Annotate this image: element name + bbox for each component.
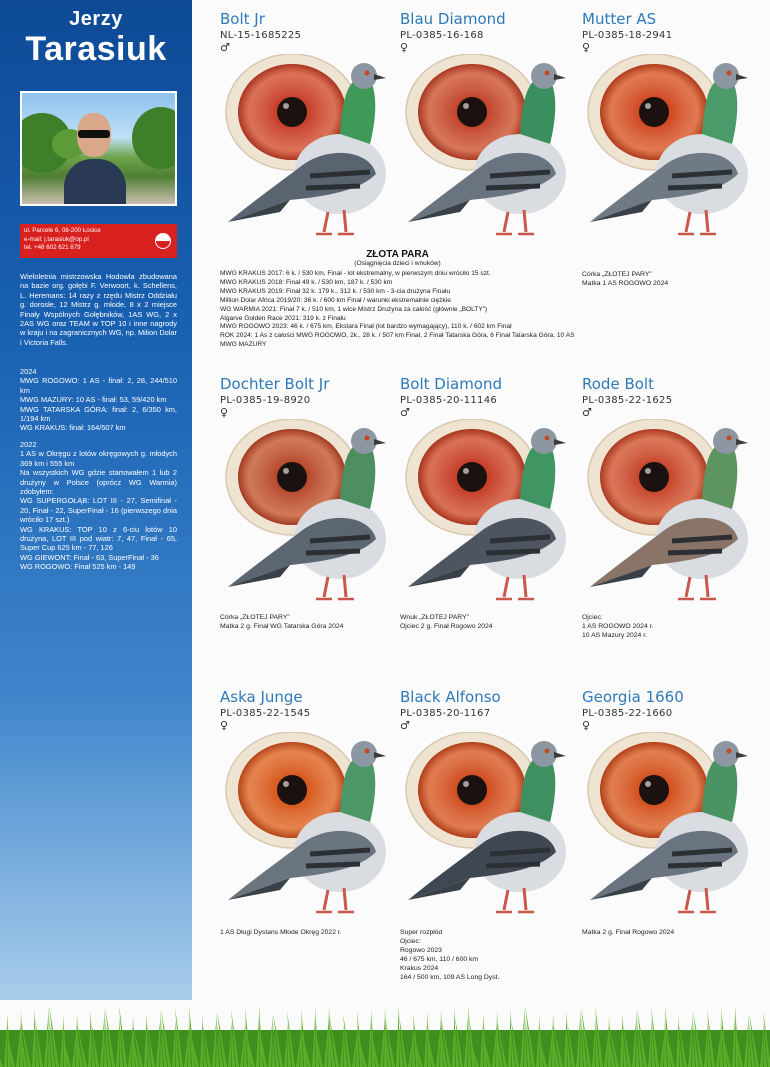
sex-symbol-icon: ♀ <box>582 41 591 54</box>
sex-symbol-icon: ♀ <box>582 719 591 732</box>
pigeon-photo <box>220 54 402 246</box>
pigeon-card <box>220 688 402 988</box>
pigeon-ring-number: PL-0385-20-11146 <box>400 395 498 406</box>
pigeon-photo <box>400 419 582 611</box>
breeder-first-name: Jerzy <box>69 8 123 30</box>
pigeon-name: Dochter Bolt Jr <box>220 375 330 393</box>
breeder-last-name: Tarasiuk <box>25 30 167 68</box>
golden-pair-line: MWG ROGOWO 2023: 46 k. / 675 km, Ekstara Finał (lot bardzo wymagający), 110 k. / 602 km Finał <box>220 323 512 331</box>
golden-pair-line: MWG KRAKUS 2017: 6 k. / 530 km, Finał - lot ekstremalny, w pierwszym dniu wróciło 15 szt. <box>220 270 491 277</box>
pigeon-ring-number: PL-0385-22-1625 <box>582 395 673 406</box>
result-line: MWG MAZURY: 10 AS - finał: 53, 59/420 km <box>20 395 167 405</box>
golden-pair-line: Algarve Golden Race 2021: 319 k. z Finału <box>220 314 346 322</box>
pigeon-card <box>220 375 402 645</box>
contact-box <box>20 224 177 258</box>
result-line: Na wszystkich WG gdzie startowałem 1 lub 2 drużyny w Polsce (oprócz WG Warmia) zdobyłem: <box>20 468 177 497</box>
pigeon-card <box>582 10 764 287</box>
golden-pair-subtitle: (Osiągnięcia dzieci i wnuków) <box>354 260 441 267</box>
golden-pair-results <box>220 270 580 350</box>
sex-symbol-icon: ♂ <box>400 719 410 732</box>
result-line: WG SUPERGOŁĄB: LOT III - 27, Semifinał - 20, Finał - 22, SuperFinał - 16 (pierwszego dnia wróciło 17 szt.) <box>20 496 177 525</box>
pigeon-card <box>400 688 582 988</box>
year-2022: 2022 <box>20 440 37 449</box>
pigeon-name: Blau Diamond <box>400 10 506 28</box>
pigeon-ring-number: PL-0385-22-1660 <box>582 708 673 719</box>
email[interactable]: e-mail: j.tarasiuk@op.pl <box>24 235 89 243</box>
sunglasses <box>78 130 110 138</box>
breeder-photo <box>20 91 177 206</box>
pigeon-name: Georgia 1660 <box>582 688 684 706</box>
pigeon-name: Mutter AS <box>582 10 657 28</box>
pigeon-note: 1 AS Długi Dystans Młode Okręg 2022 r. <box>220 929 342 936</box>
pigeon-note: Wnuk „ZŁOTEJ PARY” Ojciec 2 g. Finał Rogowo 2024 <box>400 614 493 630</box>
pigeon-ring-number: PL-0385-19-8920 <box>220 395 311 406</box>
sex-symbol-icon: ♂ <box>220 41 230 54</box>
pigeon-photo <box>220 732 402 924</box>
address: ul. Parcele 6, 08-200 Łosice <box>24 227 101 234</box>
pigeon-photo <box>582 54 764 246</box>
golden-pair-title: ZŁOTA PARA <box>366 249 429 260</box>
pigeon-name: Rode Bolt <box>582 375 654 393</box>
pigeon-name: Aska Junge <box>220 688 303 706</box>
result-line: MWG TATARSKA GÓRA: finał: 2, 6/350 km, 1/194 km <box>20 404 177 424</box>
golden-pair-line: MWG KRAKUS 2019: Finał 32 k. 179 k., 312 k. / 530 km - 3-cia drużyna Finału <box>220 287 451 295</box>
pigeon-ring-number: PL-0385-22-1545 <box>220 708 311 719</box>
pigeon-name: Bolt Jr <box>220 10 265 28</box>
pigeon-ring-number: PL-0385-20-1167 <box>400 708 491 719</box>
sex-symbol-icon: ♂ <box>400 406 410 419</box>
golden-pair-line: MWG KRAKUS 2018: Finał 49 k. / 530 km, 187 k. / 530 km <box>220 278 393 286</box>
year-2024: 2024 <box>20 367 37 376</box>
results-2024 <box>20 367 177 433</box>
pigeon-ring-number: NL-15-1685225 <box>220 30 302 41</box>
result-line: WG KRAKUS: TOP 10 z 6-ciu lotów 10 drużyna, LOT III pod wiatr: 7, 47, Finał - 65, Super Cup 625 km - 77, 126 <box>20 524 177 553</box>
pigeon-note: Super rozpłód Ojciec: Rogowo 2023 46 / 675 km, 110 / 600 km Krakus 2024 164 / 500 km, 109 AS Long Dyst. <box>400 929 500 981</box>
pigeon-photo <box>400 54 582 246</box>
pigeon-name: Black Alfonso <box>400 688 501 706</box>
pigeon-note: Córka „ZŁOTEJ PARY” Matka 1 AS ROGOWO 2024 <box>582 271 669 287</box>
person-figure <box>64 159 126 206</box>
result-line: WG ROGOWO: Finał 525 km - 149 <box>20 562 136 572</box>
result-line: 1 AS w Okręgu z lotów okręgowych g. młodych 369 km i 555 km <box>20 449 177 468</box>
pigeon-ring-number: PL-0385-18-2941 <box>582 30 673 41</box>
pigeon-card <box>582 375 764 645</box>
golden-pair-line: ROK 2024: 1 As z całości MWG ROGOWO, 2k., 28 k. / 507 km Finał, 2 Finał Tatarska Góra, 6 Finał Tatarska Góra, 10 AS MWG MAZURY <box>220 332 575 349</box>
breeder-intro: Wieloletnia mistrzowska Hodowla zbudowana na bazie org. gołębi F. Verwoort, k. Schellens, L. Heremans: 14 razy z rzędu Mistrz Oddziału g. dorosłe, 12 Mistrz g. młode, 8 x 2 miejsce Finały Wspólnych Gołębników, 1AS WG, 2 x 2AS WG oraz TEAM w TOP 10 i inne nagrody w kraju i na zagranicznych WG, np. Milion Dolar i Victoria Falls. <box>20 272 177 347</box>
pigeon-photo <box>582 419 764 611</box>
sidebar <box>0 0 192 1000</box>
result-line: WG KRAKUS: finał: 164/507 km <box>20 423 126 433</box>
sex-symbol-icon: ♂ <box>582 406 592 419</box>
pigeon-name: Bolt Diamond <box>400 375 503 393</box>
pigeon-note: Matka 2 g. Finał Rogowo 2024 <box>582 929 675 936</box>
poland-flag-icon <box>155 233 171 249</box>
pigeon-card <box>400 10 582 250</box>
golden-pair-line: Million Dolar Africa 2019/20: 36 k. / 600 km Finał / warunki ekstremalnie ciężkie <box>220 296 451 304</box>
pigeon-card <box>220 10 402 250</box>
pigeon-photo <box>220 419 402 611</box>
pigeon-note: Córka „ZŁOTEJ PARY” Matka 2 g. Finał WG Tatarska Góra 2024 <box>220 614 344 630</box>
pigeon-card <box>582 688 764 988</box>
pigeon-photo <box>582 732 764 924</box>
pigeon-card <box>400 375 582 645</box>
pigeon-ring-number: PL-0385-16-168 <box>400 30 484 41</box>
result-line: MWG ROGOWO: 1 AS - finał: 2, 28, 244/510 km <box>20 376 177 395</box>
pigeon-note: Ojciec: 1 AS ROGOWO 2024 r. 10 AS Mazury 2024 r. <box>582 614 654 639</box>
golden-pair-line: WG WARMIA 2021: Finał 7 k. / 510 km, 1 wice Mistrz Drużyna za całość (głównie „BOLTY”) <box>220 305 488 313</box>
results-2022 <box>20 440 177 572</box>
sex-symbol-icon: ♀ <box>220 406 229 419</box>
phone[interactable]: tel. +48 602 621 879 <box>24 244 81 252</box>
grass-footer <box>0 990 770 1067</box>
sex-symbol-icon: ♀ <box>400 41 409 54</box>
pigeon-photo <box>400 732 582 924</box>
sex-symbol-icon: ♀ <box>220 719 229 732</box>
result-line: WG GIEWONT: Finał - 63, SuperFinał - 36 <box>20 552 159 562</box>
